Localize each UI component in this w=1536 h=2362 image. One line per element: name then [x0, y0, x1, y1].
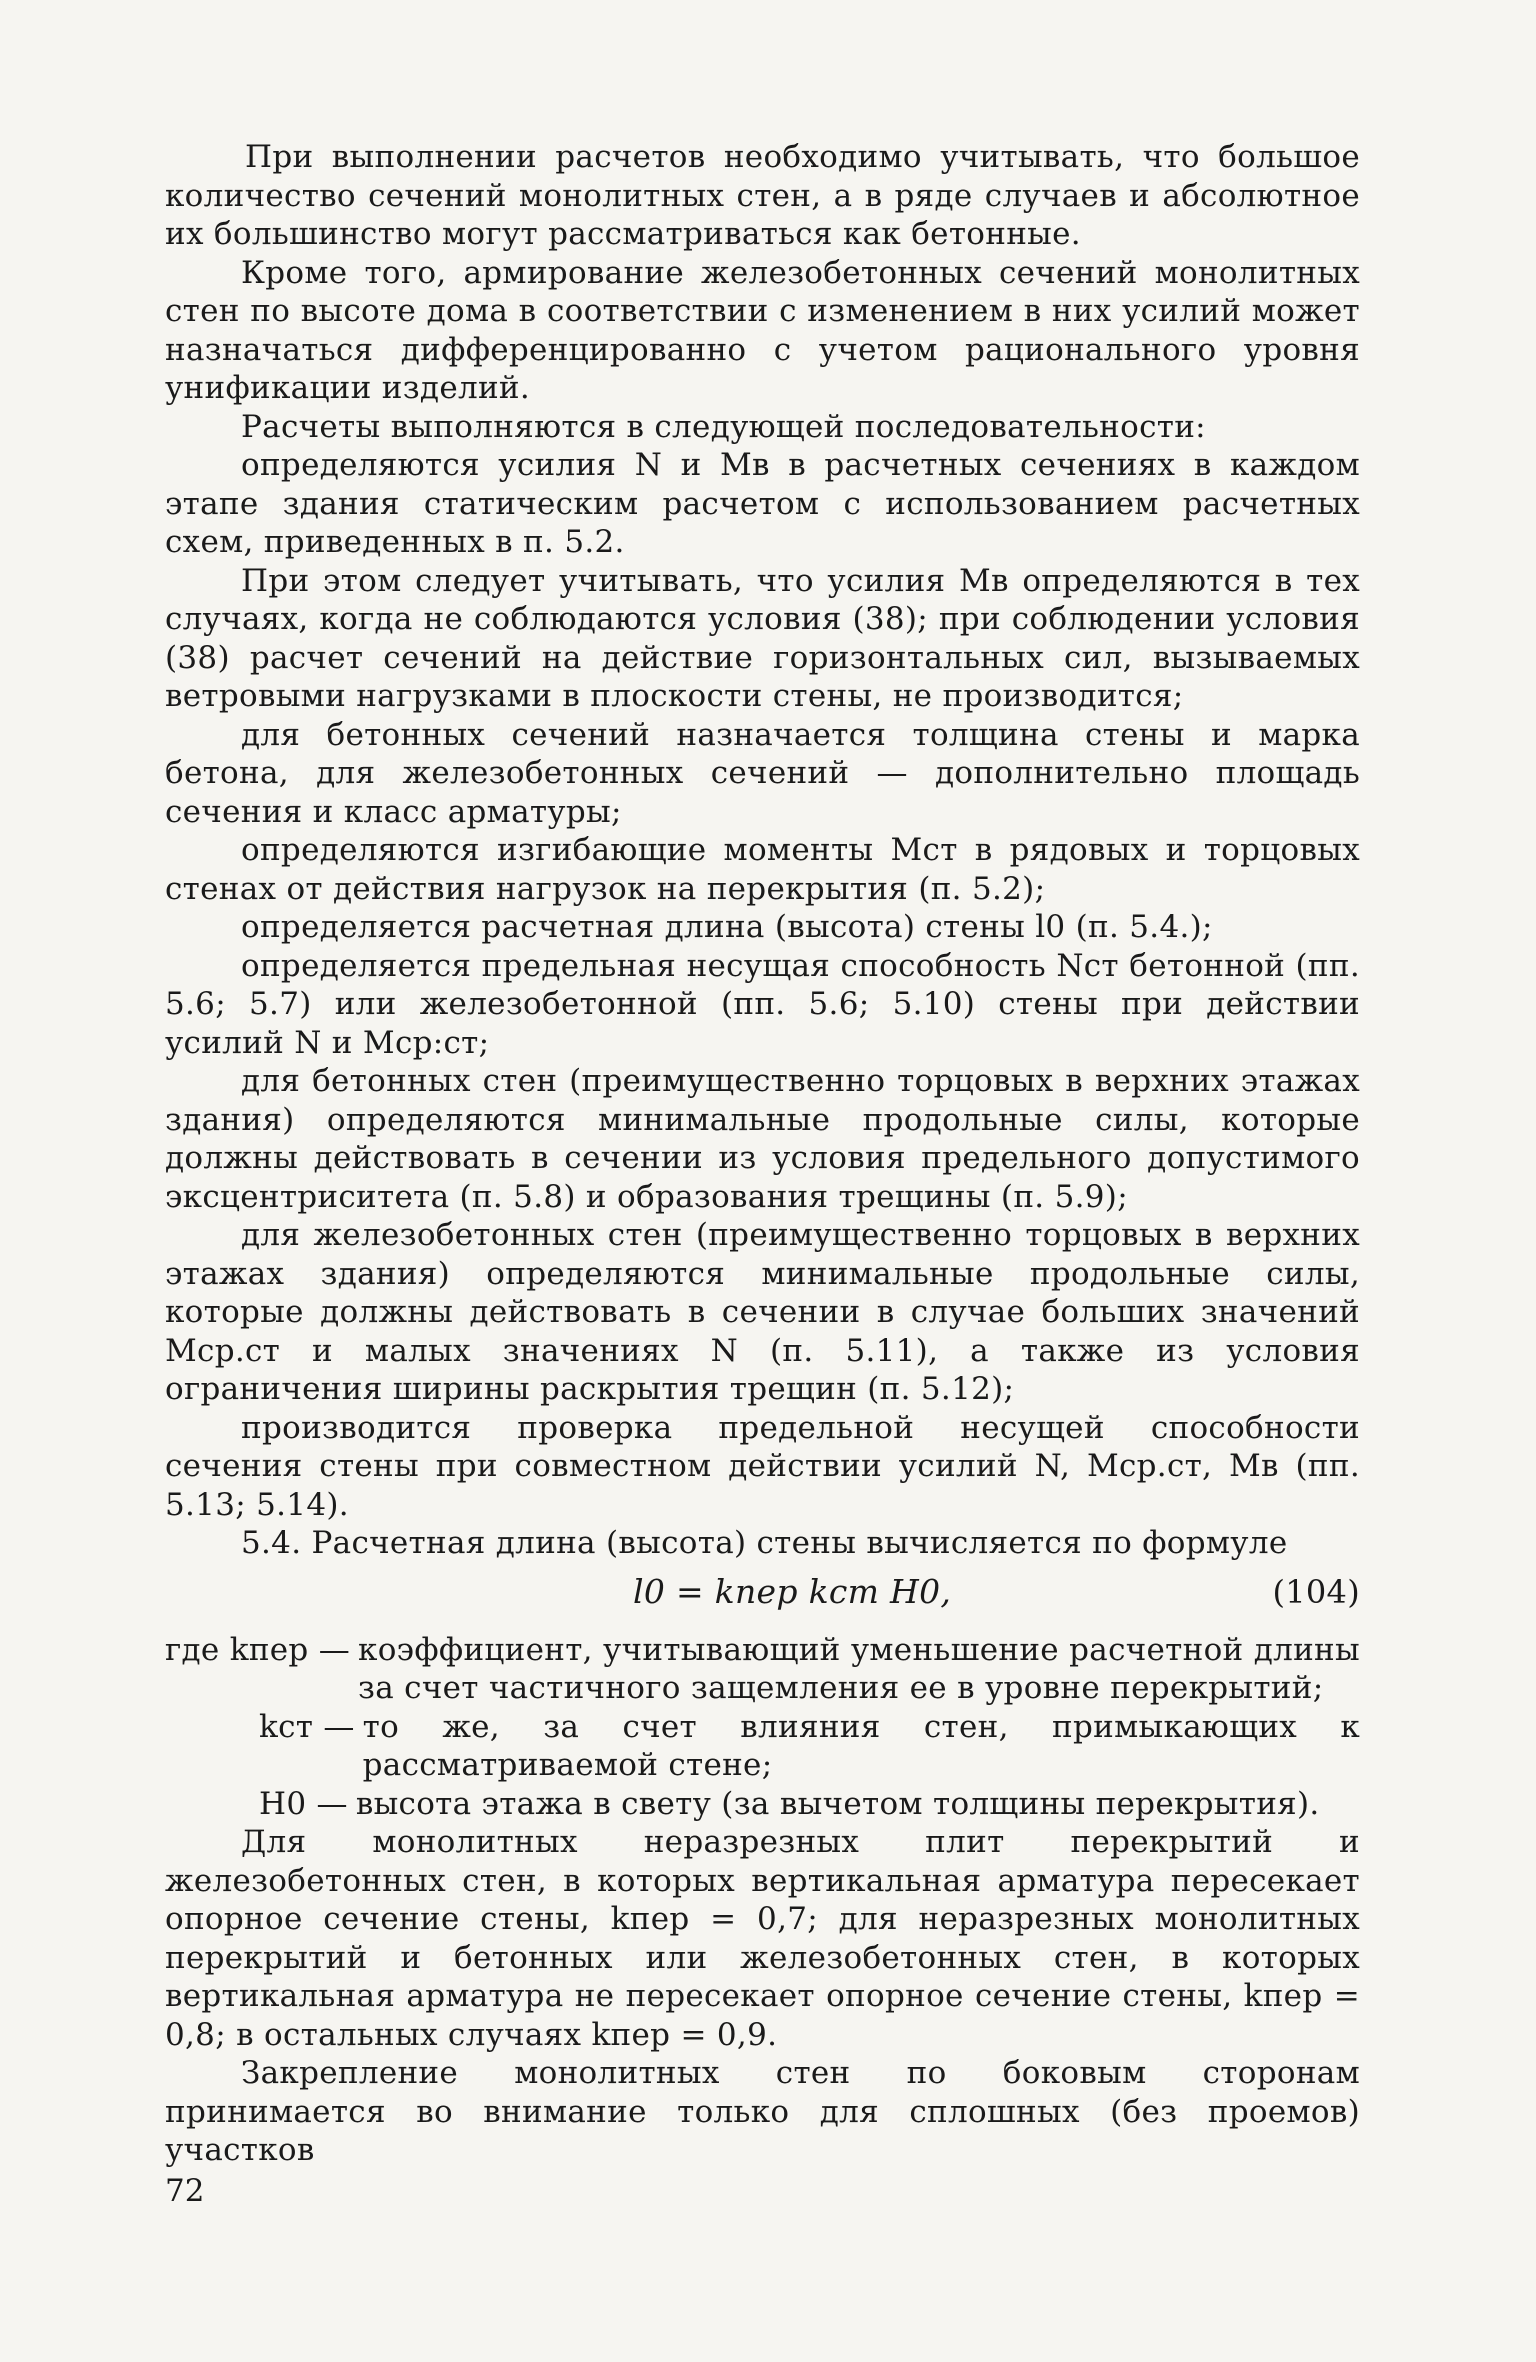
- definitions-list: [165, 1631, 1360, 1824]
- definition-item: [165, 1708, 1360, 1785]
- paragraph: определяются усилия N и Mв в расчетных сечениях в каждом этапе здания статическим расчетом с использованием расчетных схем, приведенных в п. 5.2.: [165, 447, 1360, 560]
- formula-number: (104): [1272, 1572, 1360, 1611]
- paragraph: Расчеты выполняются в следующей последовательности:: [241, 408, 1206, 445]
- paragraph: При выполнении расчетов необходимо учитывать, что большое количество сечений монолитных стен, а в ряде случаев и абсолютное их большинство могут рассматриваться как бетонные.: [165, 139, 1360, 252]
- definition-term: H0 —: [259, 1785, 348, 1822]
- definition-term: kст —: [259, 1708, 355, 1745]
- paragraph: определяются изгибающие моменты Mст в рядовых и торцовых стенах от действия нагрузок на перекрытия (п. 5.2);: [165, 832, 1360, 907]
- definition-term: где kпер —: [165, 1631, 351, 1668]
- paragraph: Для монолитных неразрезных плит перекрытий и железобетонных стен, в которых вертикальная арматура пересекает опорное сечение стены, kпер = 0,7; для неразрезных монолитных перекрытий и бетонных или железобетонных стен, в которых вертикальная арматура не пересекает опорное сечение стены, kпер = 0,8; в остальных случаях kпер = 0,9.: [165, 1824, 1360, 2053]
- paragraph: Кроме того, армирование железобетонных сечений монолитных стен по высоте дома в соответствии с изменением в них усилий может назначаться дифференцированно с учетом рационального уровня унификации изделий.: [165, 254, 1360, 406]
- paragraph: для бетонных стен (преимущественно торцовых в верхних этажах здания) определяются минимальные продольные силы, которые должны действовать в сечении из условия предельного допустимого эксцентриситета (п. 5.8) и образования трещины (п. 5.9);: [165, 1063, 1360, 1215]
- paragraph: Закрепление монолитных стен по боковым сторонам принимается во внимание только для сплошных (без проемов) участков: [165, 2055, 1360, 2168]
- definition-text: то же, за счет влияния стен, примыкающих к рассматриваемой стене;: [362, 1708, 1360, 1783]
- formula-row: [165, 1567, 1360, 1627]
- paragraph: производится проверка предельной несущей способности сечения стены при совместном действии усилий N, Mср.ст, Mв (пп. 5.13; 5.14).: [165, 1409, 1360, 1523]
- definition-item: [165, 1785, 1360, 1824]
- section-heading-paragraph: 5.4. Расчетная длина (высота) стены вычисляется по формуле: [241, 1525, 1288, 1561]
- definition-text: высота этажа в свету (за вычетом толщины перекрытия).: [355, 1785, 1320, 1822]
- paragraph: определяется расчетная длина (высота) стены l0 (п. 5.4.);: [241, 909, 1213, 945]
- page-number: 72: [165, 2173, 205, 2209]
- definition-item: [165, 1631, 1360, 1708]
- paragraph: определяется предельная несущая способность Nст бетонной (пп. 5.6; 5.7) или железобетонной (пп. 5.6; 5.10) стены при действии усилий N и Mср:ст;: [165, 947, 1360, 1061]
- paragraph: для бетонных сечений назначается толщина стены и марка бетона, для железобетонных сечений — дополнительно площадь сечения и класс арматуры;: [165, 716, 1360, 830]
- paragraph: При этом следует учитывать, что усилия Mв определяются в тех случаях, когда не соблюдаются условия (38); при соблюдении условия (38) расчет сечений на действие горизонтальных сил, вызываемых ветровыми нагрузками в плоскости стены, не производится;: [165, 562, 1360, 714]
- body-text: [165, 138, 1360, 2170]
- definition-text: коэффициент, учитывающий уменьшение расчетной длины за счет частичного защемления ее в уровне перекрытий;: [358, 1631, 1360, 1706]
- formula: l0 = kпер kст H0,: [633, 1571, 952, 1611]
- paragraph: для железобетонных стен (преимущественно торцовых в верхних этажах здания) определяются минимальные продольные силы, которые должны действовать в сечении в случае больших значений Mср.ст и малых значениях N (п. 5.11), а также из условия ограничения ширины раскрытия трещин (п. 5.12);: [165, 1217, 1360, 1407]
